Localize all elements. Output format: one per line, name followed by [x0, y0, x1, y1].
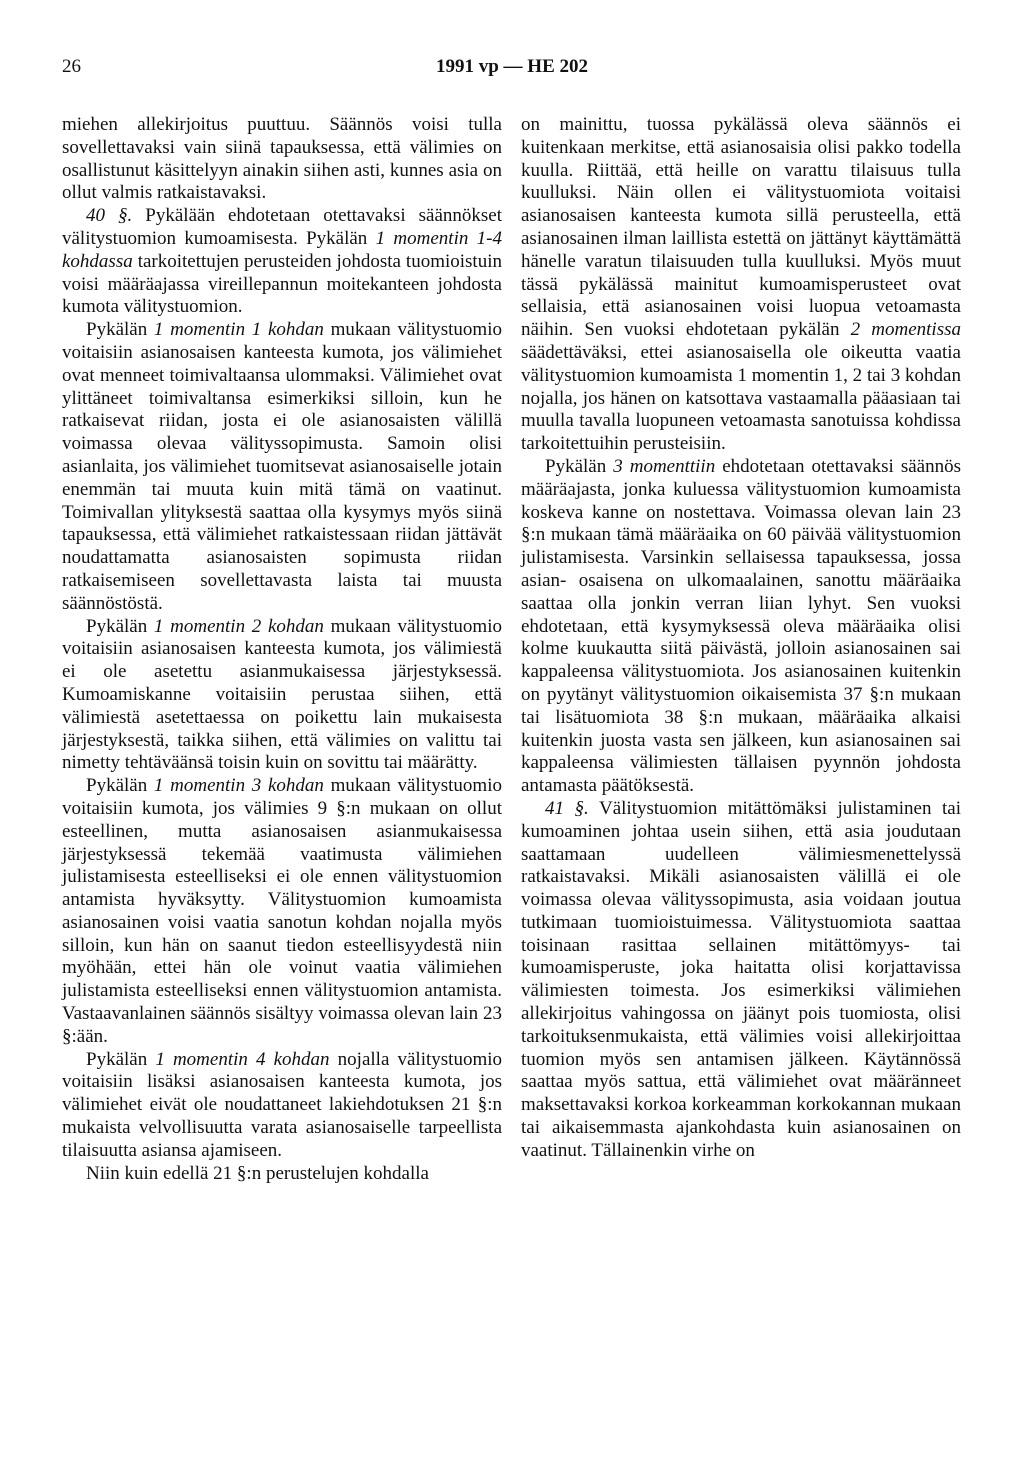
italic-reference: 1 momentin 3 kohdan — [153, 775, 324, 797]
text-run: mukaan välitystuomio voitaisiin asianosaisen kanteesta kumota, jos välimiehet ovat menneet toimivaltaansa ulommaksi. Välimiehet ovat ylittäneet toimivaltansa esimerkiksi silloin, kun he ratkaisevat riidan, josta ei ole asianosaisten välillä voimassa olevaa välityssopimusta. Samoin olisi asianlaita, jos välimiehet tuomitsevat asianosaiselle jotain enemmän tai muuta kuin mitä tämä on vaatinut. Toimivallan ylityksestä saattaa olla kysymys myös siinä tapauksessa, että välimiehet ratkaistessaan riidan jättävät noudattamatta asianosaisten sopimusta riidan ratkaisemiseen sovellettavasta laista tai muusta säännöstöstä. — [62, 319, 502, 614]
paragraph — [521, 456, 961, 798]
text-run: mukaan välitystuomio voitaisiin kumota, jos välimies 9 §:n mukaan on ollut esteellinen, mutta asianosaisen asianmukaisessa järjestyksessä tekemää vaatimusta välimiehen julistamisesta esteelliseksi ei ole ennen välitystuomion antamista hyväksytty. Välitystuomion kumoamista asianosainen voisi vaatia sanotun kohdan nojalla myös silloin, kun hän on saanut tiedon esteellisyydestä niin myöhään, ettei hän ole voinut vaatia välimiehen julistamista esteelliseksi ennen välitystuomion antamista. Vastaavanlainen säännös sisältyy voimassa olevan lain 23 §:ään. — [62, 775, 502, 1047]
text-run: Pykälään ehdotetaan otettavaksi säännökset välitystuomion kumoamisesta. Pykälän — [62, 205, 502, 249]
paragraph — [62, 1049, 502, 1163]
italic-reference: 1 momentin 1 kohdan — [153, 319, 324, 341]
text-run: Välitystuomion mitättömäksi julistaminen tai kumoaminen johtaa usein siihen, että asia joudutaan saattamaan uudelleen välimiesmenettelyssä ratkaistavaksi. Mikäli asianosaisten välillä ei ole voimassa olevaa välityssopimusta, asia voidaan joutua tutkimaan tuomioistuimessa. Välitystuomiota saattaa toisinaan rasittaa sellainen mitättömyys- tai kumoamisperuste, joka haitatta olisi korjattavissa välimiesten toimesta. Jos esimerkiksi välimiehen allekirjoitus vahingossa on jäänyt pois tuomiosta, olisi tarkoituksenmukaista, että välimies voisi allekirjoittaa tuomion myös sen antamisen jälkeen. Käytännössä saattaa myös sattua, että välimiehet ovat määränneet maksettavaksi korkoa korkeamman korkokannan mukaan tai aikaisemmasta ajankohdasta kuin asianosainen on vaatinut. Tällainenkin virhe on — [521, 797, 961, 1161]
paragraph — [62, 114, 502, 205]
text-run: säädettäväksi, ettei asianosaisella ole oikeutta vaatia välitystuomion kumoamista 1 momentin 1, 2 tai 3 kohdan nojalla, jos hänen on katsottava vastaamalla pääasiaan tai muulla tavalla luopuneen vetoamasta sanotuissa kohdissa tarkoitettuihin perusteisiin. — [521, 341, 961, 455]
text-run: tarkoitettujen perusteiden johdosta tuomioistuin voisi määräajassa vireillepannun moitekanteen johdosta kumota välitystuomion. — [62, 250, 502, 318]
italic-reference: 2 momentissa — [850, 319, 961, 341]
paragraph — [521, 114, 961, 456]
text-run: Pykälän — [86, 775, 154, 797]
text-run: miehen allekirjoitus puuttuu. Säännös voisi tulla sovellettavaksi vain siinä tapauksessa, että välimies on osallistunut käsittelyyn ainakin siihen asti, kunnes asia on ollut valmis ratkaistavaksi. — [62, 114, 502, 204]
text-run: Pykälän — [86, 319, 154, 341]
text-run: ehdotetaan otettavaksi säännös määräajasta, jonka kuluessa välitystuomion kumoamista koskeva kanne on nostettava. Voimassa olevan lain 23 §:n mukaan tämä määräaika on 60 päivää välitystuomion julistamisesta. Varsinkin sellaisessa tapauksessa, jossa asian- osaisena on ulkomaalainen, sanottu määräaika saattaa olla jonkin verran liian lyhyt. Sen vuoksi ehdotetaan, että kysymyksessä oleva määräaika olisi kolme kuukautta siitä päivästä, jolloin asianosainen sai kappaleensa välitystuomiota. Jos asianosainen kuitenkin on pyytänyt välitystuomion oikaisemista 37 §:n mukaan tai lisätuomiota 38 §:n mukaan, määräaika alkaisi kuitenkin juosta vasta sen jälkeen, kun asianosainen sai kappaleensa välimiesten tällaisen pyynnön johdosta antamasta päätöksestä. — [521, 455, 961, 797]
paragraph — [62, 319, 502, 615]
text-run: Niin kuin edellä 21 §:n perustelujen kohdalla — [86, 1162, 429, 1184]
italic-reference: 40 §. — [86, 205, 133, 227]
paragraph — [521, 798, 961, 1163]
italic-reference: 3 momenttiin — [613, 455, 716, 477]
paragraph — [62, 775, 502, 1049]
text-run: nojalla välitystuomio voitaisiin lisäksi asianosaisen kanteesta kumota, jos välimiehet eivät ole noudattaneet lakiehdotuksen 21 §:n mukaista velvollisuutta varata asianosaiselle tarpeellista tilaisuutta asiansa ajamiseen. — [62, 1048, 502, 1161]
page-number: 26 — [62, 56, 81, 77]
italic-reference: 1 momentin 1-4 kohdassa — [62, 227, 502, 272]
text-run: Pykälän — [86, 615, 154, 637]
paragraph — [62, 616, 502, 776]
running-title: 1991 vp — HE 202 — [435, 56, 589, 77]
italic-reference: 1 momentin 4 kohdan — [155, 1048, 330, 1070]
italic-reference: 1 momentin 2 kohdan — [153, 615, 324, 637]
right-column — [521, 114, 961, 1163]
paragraph — [62, 1163, 502, 1186]
text-run: mukaan välitystuomio voitaisiin asianosaisen kanteesta kumota, jos välimiestä ei ole asetettu asianmukaisessa järjestyksessä. Kumoamiskanne voitaisiin perustaa siihen, että välimiestä asetettaessa on poikettu lain mukaisesta järjestyksestä, taikka siihen, että välimies on valittu tai nimetty tehtäväänsä toisin kuin on sovittu tai määrätty. — [62, 615, 502, 774]
italic-reference: 41 §. — [545, 797, 589, 819]
paragraph — [62, 205, 502, 319]
text-run: on mainittu, tuossa pykälässä oleva säännös ei kuitenkaan merkitse, että asianosaisia olisi pakko todella kuulla. Riittää, että heille on varattu tilaisuus tulla kuulluksi. Näin ollen ei välitystuomiota voitaisi asianosaisen kanteesta kumota sillä perusteella, että asianosainen ilman laillista estettä on jättänyt käyttämättä hänelle varatun tilaisuuden tulla kuulluksi. Myös muut tässä pykälässä mainitut kumoamisperusteet ovat sellaisia, että asianosainen voisi luopua vetoamasta näihin. Sen vuoksi ehdotetaan pykälän — [521, 114, 961, 341]
left-column — [62, 114, 502, 1185]
text-run: Pykälän — [545, 455, 614, 477]
text-run: Pykälän — [86, 1048, 156, 1070]
